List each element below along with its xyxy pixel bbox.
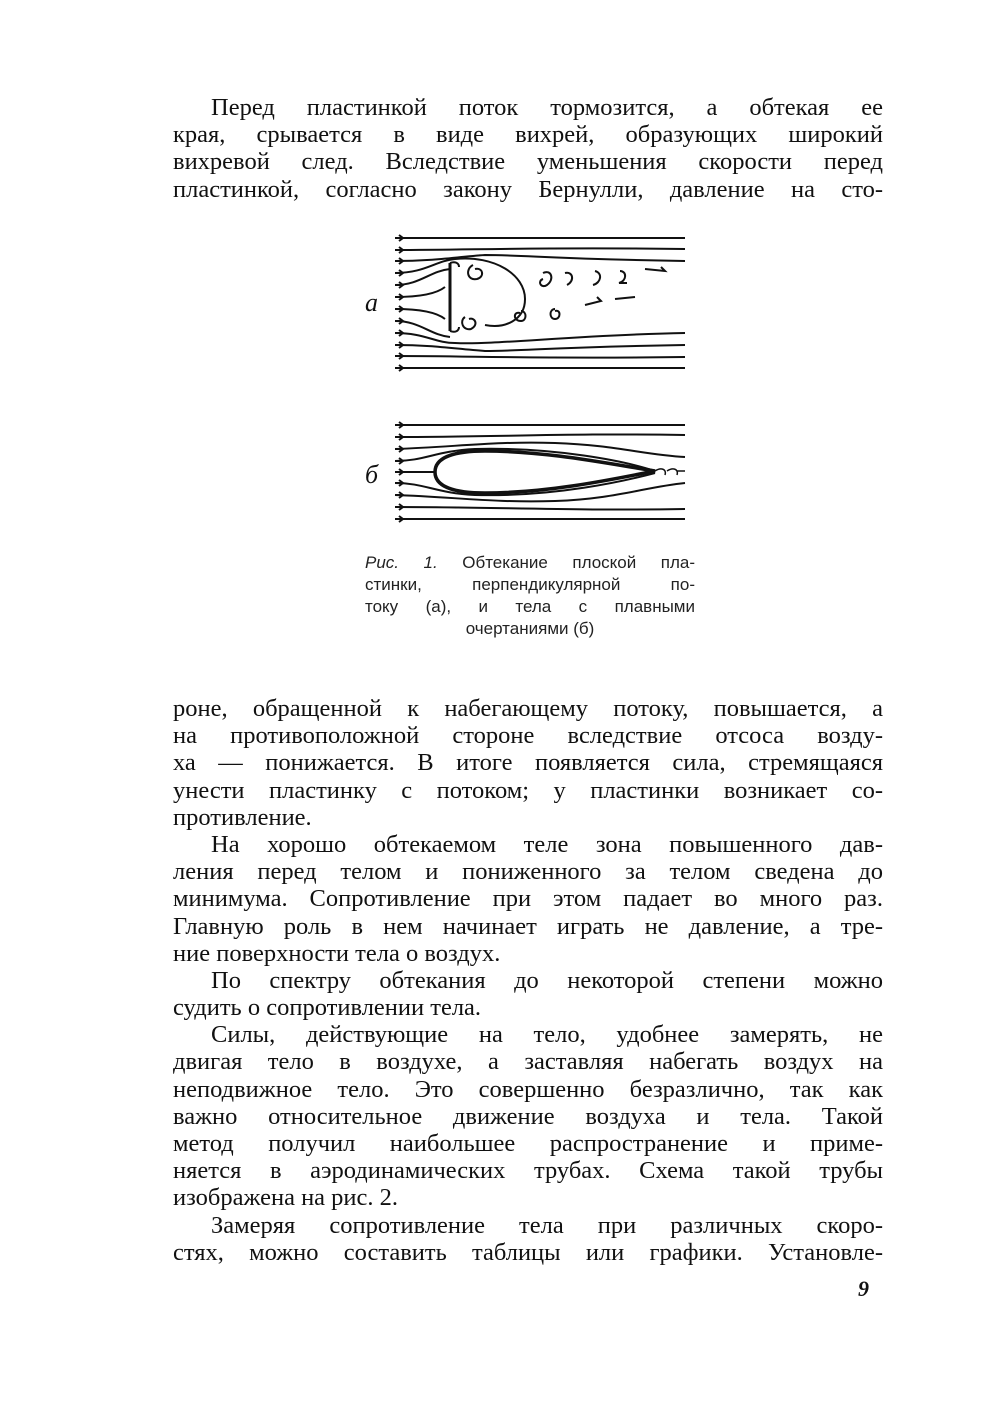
caption-text: Обтекание плоской пла- [462, 553, 695, 572]
caption-prefix: Рис. 1. [365, 553, 438, 572]
figure-b-arrows [395, 422, 403, 522]
caption-line: очертаниями (б) [465, 619, 595, 638]
text-line: края, срывается в виде вихрей, образующих широкий [173, 121, 883, 149]
text-line: противление. [173, 803, 312, 831]
text-line: Главную роль в нем начинает играть не давление, а тре- [173, 912, 883, 940]
figure-a-arrows [395, 235, 403, 371]
text-line: важно относительное движение воздуха и тела. Такой [173, 1102, 883, 1130]
text-line: на противоположной стороне вследствие отсоса возду- [173, 722, 883, 750]
text-line: Силы, действующие на тело, удобнее замерять, не [211, 1021, 883, 1049]
text-line: двигая тело в воздухе, а заставляя набегать воздух на [173, 1048, 883, 1076]
text-line: изображена на рис. 2. [173, 1184, 399, 1212]
figure-caption [365, 552, 695, 640]
text-line: стях, можно составить таблицы или графики. Установле- [173, 1238, 883, 1266]
text-line: ние поверхности тела о воздух. [173, 939, 501, 967]
text-line: судить о сопротивлении тела. [173, 994, 482, 1022]
body-text [173, 695, 883, 1266]
figure-b-streamlined-flow [395, 425, 685, 519]
flow-figure [355, 225, 695, 535]
text-line: унести пластинку с потоком; у пластинки возникает со- [173, 776, 883, 804]
figure-a-plate-flow [395, 238, 685, 368]
text-line: На хорошо обтекаемом теле зона повышенного дав- [211, 830, 883, 858]
figure-label-a: а [365, 288, 378, 317]
text-line: роне, обращенной к набегающему потоку, повышается, а [173, 695, 883, 722]
text-line: минимума. Сопротивление при этом падает во много раз. [173, 885, 883, 913]
text-line: метод получил наибольшее распространение и приме- [173, 1130, 883, 1157]
page-number: 9 [858, 1276, 869, 1301]
text-line: пластинкой, согласно закону Бернулли, давление на сто- [173, 175, 883, 203]
top-paragraph [173, 94, 883, 203]
text-line: неподвижное тело. Это совершенно безразлично, так как [173, 1075, 883, 1103]
figure-label-b: б [365, 460, 379, 489]
text-line: Замеряя сопротивление тела при различных скоро- [211, 1211, 883, 1239]
text-line: По спектру обтекания до некоторой степени можно [211, 966, 883, 994]
text-line: Перед пластинкой поток тормозится, а обтекая ее [211, 94, 883, 121]
text-line: ха — понижается. В итоге появляется сила, стремящаяся [173, 749, 883, 777]
text-line: ления перед телом и пониженного за телом сведена до [173, 858, 883, 886]
caption-line [365, 552, 695, 574]
caption-line: стинки, перпендикулярной по- [365, 575, 695, 594]
caption-line: току (а), и тела с плавными [365, 597, 695, 616]
text-line: вихревой след. Вследствие уменьшения скорости перед [173, 148, 883, 176]
text-line: няется в аэродинамических трубах. Схема такой трубы [173, 1157, 883, 1185]
